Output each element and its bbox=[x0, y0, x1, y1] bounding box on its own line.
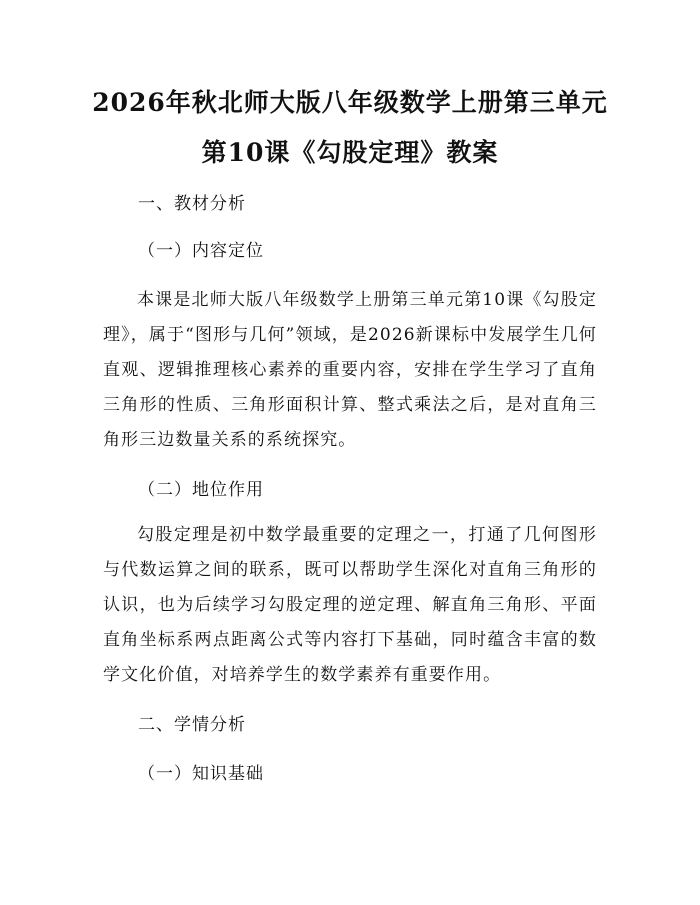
subsection-heading-knowledge-foundation: （一）知识基础 bbox=[138, 764, 264, 784]
subsection-heading-status-and-role: （二）地位作用 bbox=[138, 480, 264, 500]
subsection-heading-content-positioning: （一）内容定位 bbox=[138, 241, 264, 261]
paragraph-status-and-role: 勾股定理是初中数学最重要的定理之一，打通了几何图形与代数运算之间的联系，既可以帮助学生深化对直角三角形的认识，也为后续学习勾股定理的逆定理、解直角三角形、平面直角坐标系两点距离公式等内容打下基础，同时蕴含丰富的数学文化价值，对培养学生的数学素养有重要作用。 bbox=[103, 525, 597, 685]
section-heading-learner-analysis: 二、学情分析 bbox=[138, 715, 246, 735]
paragraph-content-positioning: 本课是北师大版八年级数学上册第三单元第10课《勾股定理》，属于“图形与几何”领域，是2026新课标中发展学生几何直观、逻辑推理核心素养的重要内容，安排在学生学习了直角三角形的性质、三角形面积计算、整式乘法之后，是对直角三角形三边数量关系的系统探究。 bbox=[103, 290, 597, 450]
document-title-line-2: 第10课《勾股定理》教案 bbox=[201, 138, 499, 167]
section-heading-teaching-material-analysis: 一、教材分析 bbox=[138, 194, 246, 214]
document-title-line-1: 2026年秋北师大版八年级数学上册第三单元 bbox=[92, 88, 608, 117]
